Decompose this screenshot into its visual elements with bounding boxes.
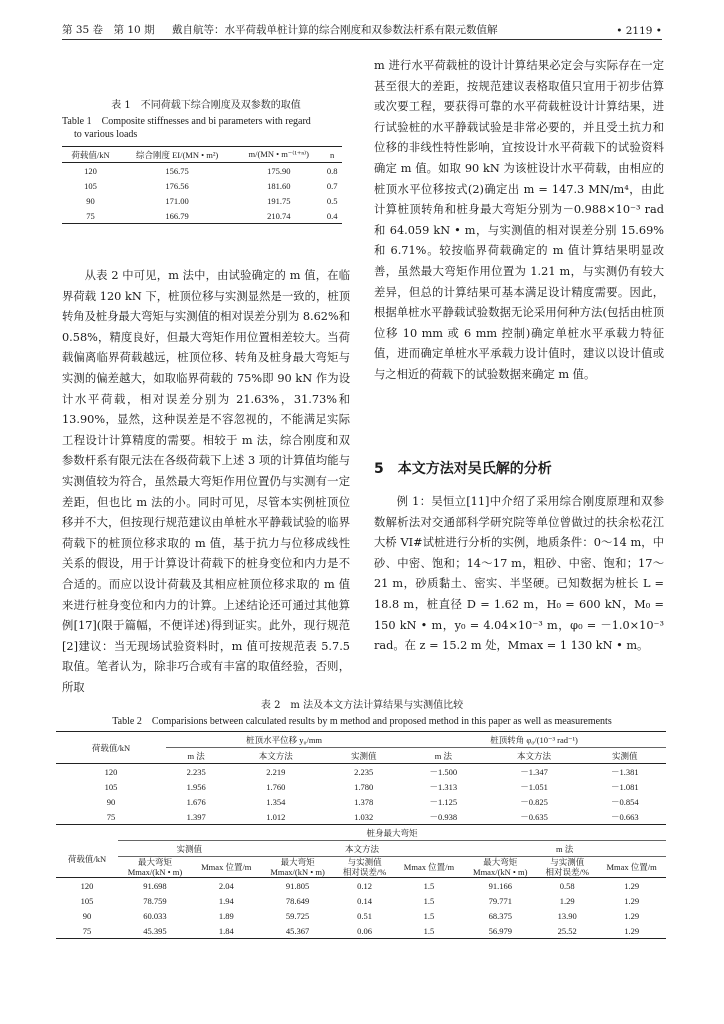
subheader-line: Mmax/(kN • m) — [270, 867, 325, 877]
table-cell: 156.75 — [165, 165, 189, 176]
table-cell: 105 — [104, 781, 118, 792]
table-cell: 2.235 — [354, 766, 374, 777]
table2-meas-group: 实测值 — [118, 841, 261, 857]
table2-moment — [56, 825, 666, 939]
table-cell: 75 — [106, 811, 116, 822]
table-cell: 0.12 — [357, 880, 373, 891]
table-cell: 0.4 — [326, 210, 338, 221]
subheader-line: 与实测值 — [550, 857, 585, 867]
table-cell: －1.347 — [520, 766, 548, 777]
table2-block — [56, 696, 668, 939]
section-heading: 5 本文方法对吴氏解的分析 — [374, 461, 552, 477]
table-cell: －1.051 — [520, 781, 548, 792]
table-row — [56, 764, 666, 780]
table-cell: 1.956 — [186, 781, 206, 792]
table-cell: 2.219 — [266, 766, 286, 777]
body-paragraph: 从表 2 中可见，m 法中，由试验确定的 m 值，在临界荷载 120 kN 下，桩顶位移与实测显然是一致的，桩顶转角及桩身最大弯矩与实测值的相对误差分别为 8.62%和 0.58%，精度良好，但最大弯矩作用位置相差较大。当荷载偏离临界荷载越远，桩顶位移、转角及桩身最大弯矩与实测的偏差越大，如取临界荷载的 75%即 90 kN 作为设计水平荷载，相对误差分别为 21.63%，31.73%和 13.90%，显然，这种误差是不容忽视的，不能满足实际工程设计计算精度的需要。相较于 m 法，综合刚度和双参数杆系有限元法在各级荷载下上述 3 项的计算值均能与实测值较为符合，虽然最大弯矩作用位置仍与实测有一定差距，但也比 m 法的小。同时可见，尽管本实例桩顶位移并不大，但按现行规范建议由单桩水平静载试验的临界荷载下的桩顶位移求取的 m 值，基于抗力与位移成线性关系的假设，用于计算设计荷载下的桩身变位和内力是不合适的。而应以设计荷载及其相应桩顶位移求取的 m 值来进行桩身变位和内力的计算。上述结论还可通过其他算例[17](限于篇幅，不便详述)得到证实。此外，现行规范[2]建议：当无现场试验资料时，m 值可按规范表 5.7.5 取值。笔者认为，除非巧合或有丰富的取值经验，否则，所取 — [62, 269, 351, 694]
table-cell: －0.854 — [610, 796, 639, 807]
table-cell: 176.56 — [165, 180, 189, 191]
table-cell: 78.759 — [143, 895, 167, 906]
table-cell: 166.79 — [165, 210, 189, 221]
table2-load-header-2: 荷载值/kN — [67, 853, 107, 864]
table-cell: 91.805 — [285, 880, 310, 891]
table-cell: 45.395 — [143, 925, 167, 936]
table-cell: 0.14 — [357, 895, 373, 906]
table2-load-header: 荷载值/kN — [91, 742, 131, 753]
table-cell: 1.84 — [218, 925, 234, 936]
table2-caption-en: Table 2 Comparisions between calculated results by m method and proposed method in this paper as well as measurements — [112, 716, 612, 727]
table-cell: 1.5 — [423, 880, 435, 891]
table2-this-group: 本文方法 — [261, 841, 464, 857]
table-cell: 78.649 — [285, 895, 310, 906]
table-row — [62, 208, 342, 224]
table2-subheader: 本文方法 — [258, 750, 293, 761]
table-cell: 175.90 — [267, 165, 291, 176]
table-cell: －0.938 — [429, 811, 458, 822]
table-cell: 1.5 — [423, 925, 435, 936]
table1-header-cell: 综合刚度 EI/(MN • m²) — [135, 149, 219, 160]
table-cell: 1.397 — [186, 811, 206, 822]
table-cell: 1.012 — [266, 811, 286, 822]
table2-subheader — [118, 857, 192, 878]
table2-subheader: Mmax 位置/m — [201, 862, 252, 872]
table-row — [56, 794, 666, 809]
table-cell: 91.166 — [488, 880, 512, 891]
table-cell: 1.378 — [354, 796, 374, 807]
table-cell: 1.29 — [559, 895, 575, 906]
table1-header-cell: 荷载值/kN — [71, 149, 110, 160]
table-row — [62, 163, 342, 179]
table-row — [56, 923, 666, 939]
table-cell: 191.75 — [267, 195, 291, 206]
table-row — [56, 809, 666, 825]
table-cell: －1.081 — [610, 781, 639, 792]
table1-caption-en-2: to various loads — [74, 129, 138, 140]
table-cell: 120 — [80, 880, 94, 891]
table-row — [56, 908, 666, 923]
table-cell: 0.7 — [326, 180, 338, 191]
table-cell: 75 — [86, 210, 95, 221]
table2-moment-header: 桩身最大弯矩 — [118, 825, 666, 841]
subheader-line: Mmax/(kN • m) — [473, 867, 528, 877]
table-cell: 13.90 — [557, 910, 577, 921]
table-cell: 1.94 — [218, 895, 234, 906]
table-cell: 1.89 — [218, 910, 234, 921]
table-row — [56, 779, 666, 794]
table2-subheader — [463, 857, 537, 878]
table-cell: 1.780 — [354, 781, 374, 792]
right-column-text-2 — [374, 492, 664, 657]
table-cell: 60.033 — [143, 910, 167, 921]
table-cell: 68.375 — [488, 910, 512, 921]
table-cell: －0.663 — [610, 811, 639, 822]
table-cell: 1.5 — [423, 910, 435, 921]
table-cell: 181.60 — [267, 180, 291, 191]
subheader-line: Mmax/(kN • m) — [127, 867, 183, 877]
right-column-text — [374, 56, 664, 386]
table1-header-cell: m/(MN • m⁻⁽¹⁺ⁿ⁾) — [248, 149, 310, 159]
table-cell: －1.313 — [429, 781, 458, 792]
table-cell: 75 — [82, 925, 92, 936]
table-cell: 105 — [80, 895, 94, 906]
table-cell: 1.760 — [266, 781, 286, 792]
table-cell: 2.235 — [186, 766, 206, 777]
table2-subheader: Mmax 位置/m — [606, 862, 657, 872]
table-cell: 105 — [84, 180, 97, 191]
table1 — [62, 146, 342, 224]
subheader-line: 最大弯矩 — [280, 857, 315, 867]
table2-subheader — [335, 857, 395, 878]
table1-block — [62, 96, 350, 224]
running-header — [62, 20, 662, 40]
subheader-line: 最大弯矩 — [483, 857, 518, 867]
subheader-line: 与实测值 — [347, 857, 382, 867]
table-row — [62, 193, 342, 208]
table-cell: 1.032 — [354, 811, 374, 822]
table2-caption-cn: 表 2 m 法及本文方法计算结果与实测值比较 — [260, 700, 464, 711]
table-cell: －1.125 — [429, 796, 458, 807]
table-cell: －0.825 — [520, 796, 548, 807]
table-row — [56, 893, 666, 908]
table-cell: 1.354 — [266, 796, 286, 807]
journal-volume: 第 35 卷 第 10 期 — [62, 24, 155, 36]
table-cell: 2.04 — [218, 880, 234, 891]
table-cell: 91.698 — [143, 880, 167, 891]
table-cell: 171.00 — [165, 195, 189, 206]
table-cell: －0.635 — [520, 811, 548, 822]
table2-m-group: m 法 — [463, 841, 666, 857]
table-cell: 1.676 — [186, 796, 206, 807]
table2-subheader: 实测值 — [350, 750, 377, 761]
table-cell: 1.29 — [624, 880, 640, 891]
table-cell: 0.06 — [357, 925, 373, 936]
table-cell: 1.29 — [624, 895, 640, 906]
table2-subheader — [261, 857, 335, 878]
table2-subheader — [537, 857, 597, 878]
table2-subheader: m 法 — [187, 750, 205, 761]
table-cell: 0.58 — [559, 880, 575, 891]
article-running-title: 戴自航等：水平荷载单桩计算的综合刚度和双参数法杆系有限元数值解 — [172, 24, 498, 36]
table1-caption-en-1: Table 1 Composite stiffnesses and bi parameters with regard — [62, 116, 311, 127]
table-cell: 1.29 — [624, 910, 640, 921]
table-cell: －1.500 — [429, 766, 458, 777]
table-cell: 120 — [84, 165, 97, 176]
body-paragraph: 例 1：吴恒立[11]中介绍了采用综合刚度原理和双参数解析法对交通部科学研究院等单位曾做过的扶余松花江大桥 VI#试桩进行分析的实例，地质条件：0～14 m，中砂、中密、饱和；14～17 m，粗砂、中密、饱和；17～21 m，砂质黏土、密实、半坚硬。已知数据为桩长 L = 18.8 m，桩直径 D = 1.62 m，H₀ = 600 kN，M₀ = 150 kN • m，y₀ = 4.04×10⁻³ m，φ₀ = －1.0×10⁻³ rad。在 z = 15.2 m 处，Mmax = 1 130 kN • m。 — [374, 495, 664, 653]
subheader-line: 最大弯矩 — [137, 857, 172, 867]
table-cell: 0.5 — [326, 195, 338, 206]
table2-subheader: 实测值 — [612, 750, 638, 761]
table1-caption-cn: 表 1 不同荷载下综合刚度及双参数的取值 — [111, 100, 301, 111]
table1-header-cell: n — [330, 149, 335, 160]
table-cell: 90 — [86, 195, 95, 206]
table-cell: 1.5 — [423, 895, 435, 906]
table1-header-row — [62, 147, 342, 163]
table-cell: 0.51 — [357, 910, 373, 921]
page-number: • 2119 • — [616, 25, 662, 37]
table2-disp-header: 桩顶水平位移 y₀/mm — [166, 732, 402, 748]
table-row — [62, 178, 342, 193]
table-cell: 0.8 — [326, 165, 338, 176]
table-cell: －1.381 — [610, 766, 639, 777]
table-row — [56, 878, 666, 894]
table-cell: 90 — [82, 910, 92, 921]
left-column-text — [62, 266, 350, 698]
table-cell: 1.29 — [624, 925, 640, 936]
table2 — [56, 731, 666, 825]
table2-rot-header: 桩顶转角 φ₀/(10⁻³ rad⁻¹) — [402, 732, 666, 748]
table-cell: 210.74 — [267, 210, 291, 221]
subheader-line: 相对误差/% — [545, 867, 589, 877]
table2-subheader: Mmax 位置/m — [403, 862, 455, 872]
table-cell: 25.52 — [557, 925, 577, 936]
table-cell: 120 — [104, 766, 118, 777]
table-cell: 79.771 — [488, 895, 512, 906]
table-cell: 90 — [106, 796, 116, 807]
table2-subheader: 本文方法 — [517, 750, 552, 761]
body-paragraph: m 进行水平荷载桩的设计计算结果必定会与实际存在一定甚至很大的差距，按规范建议表格取值只宜用于初步估算或次要工程，要获得可靠的水平荷载桩设计计算结果，进行试验桩的水平静载试验是非常必要的，并且受土抗力和位移的非线性特性影响，宜按设计水平荷载下的试验资料确定 m 值。如取 90 kN 为该桩设计水平荷载，由相应的桩顶水平位移按式(2)确定出 m = 147.3 MN/m⁴，由此计算桩顶转角和桩身最大弯矩分别为－0.988×10⁻³ rad 和 64.059 kN • m，与实测值的相对误差分别 15.69%和 6.71%。较按临界荷载确定的 m 值计算结果明显改善，虽然最大弯矩作用位置为 1.21 m，与实测仍有较大差异，但总的计算结果可基本满足设计精度需要。因此，根据单桩水平静载试验数据无论采用何种方法(包括由桩顶位移 10 mm 或 6 mm 控制)确定单桩水平承载力特征值，进而确定单桩水平承载力设计值时，建议以设计值或与之相近的荷载下的试验数据来确定 m 值。 — [374, 59, 664, 381]
table2-subheader: m 法 — [434, 750, 452, 761]
subheader-line: 相对误差/% — [342, 867, 387, 877]
table-cell: 59.725 — [285, 910, 310, 921]
table-cell: 56.979 — [488, 925, 512, 936]
table-cell: 45.367 — [285, 925, 310, 936]
